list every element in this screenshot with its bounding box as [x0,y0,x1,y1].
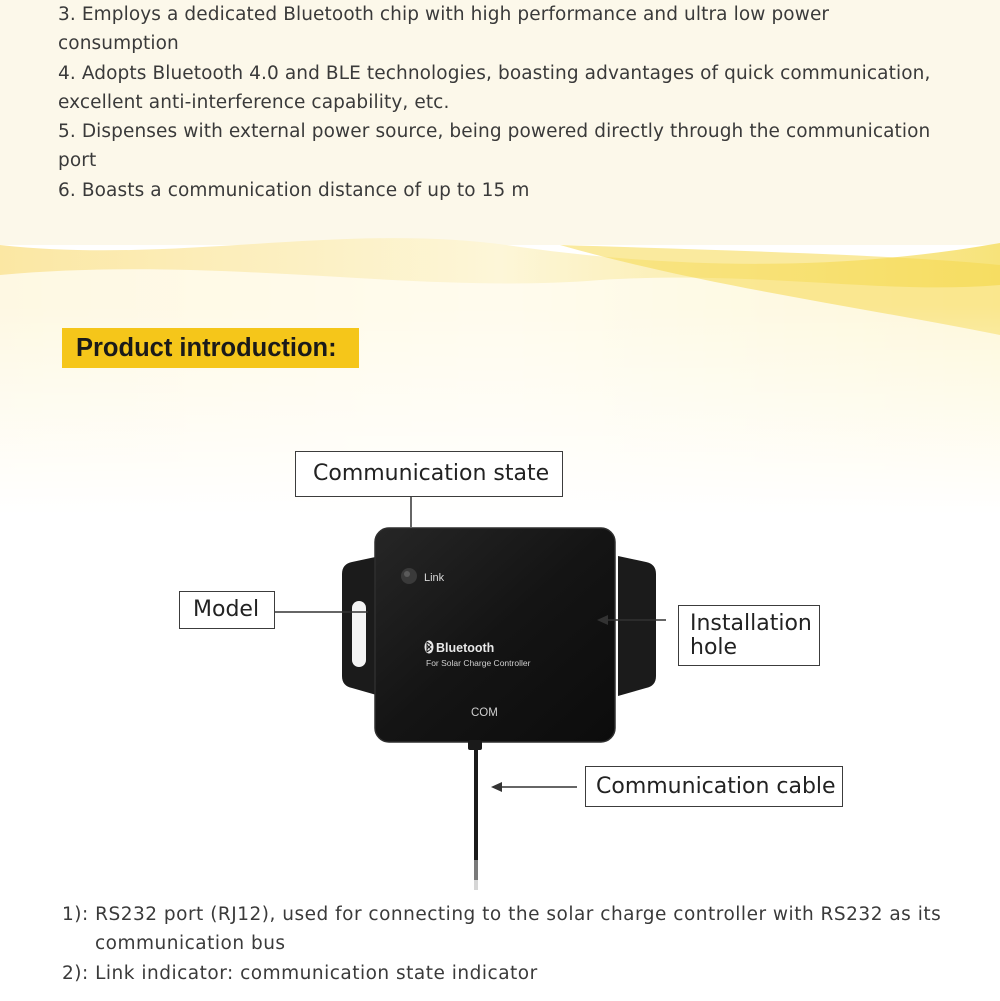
communication-state-label: Communication state [295,451,563,497]
note-line: 1): RS232 port (RJ12), used for connecting to the solar charge controller with RS232 as its [62,904,942,925]
feature-line: consumption [58,33,179,55]
feature-list [58,0,938,205]
right-flange [618,556,656,696]
installation-hole-label [678,605,820,666]
feature-line: 5. Dispenses with external power source, being powered directly through the communication [58,121,931,143]
section-title: Product introduction: [62,328,359,368]
bluetooth-logo-icon [425,641,434,654]
installation-hole-label-line2: hole [690,635,738,660]
feature-line: port [58,150,97,172]
com-port-text: COM [471,707,498,719]
bluetooth-module-illustration [300,440,700,890]
note-line: communication bus [95,933,286,955]
link-text: Link [424,572,445,584]
feature-line: excellent anti-interference capability, etc. [58,91,450,113]
feature-line: 6. Boasts a communication distance of up to 15 m [58,179,530,201]
device-subtitle: For Solar Charge Controller [426,658,531,668]
note-item [62,900,962,959]
communication-cable-label: Communication cable [585,766,843,807]
note-item: 2): Link indicator: communication state indicator [62,962,538,984]
cable-connector [468,740,482,750]
feature-line: 3. Employs a dedicated Bluetooth chip with high performance and ultra low power [58,4,830,25]
installation-hole-label-line1: Installation [690,611,812,636]
feature-line: 4. Adopts Bluetooth 4.0 and BLE technologies, boasting advantages of quick communication, [58,62,931,84]
notes-list [62,900,962,988]
model-label: Model [179,591,275,629]
bluetooth-text: Bluetooth [436,641,495,655]
left-hole [352,601,366,667]
